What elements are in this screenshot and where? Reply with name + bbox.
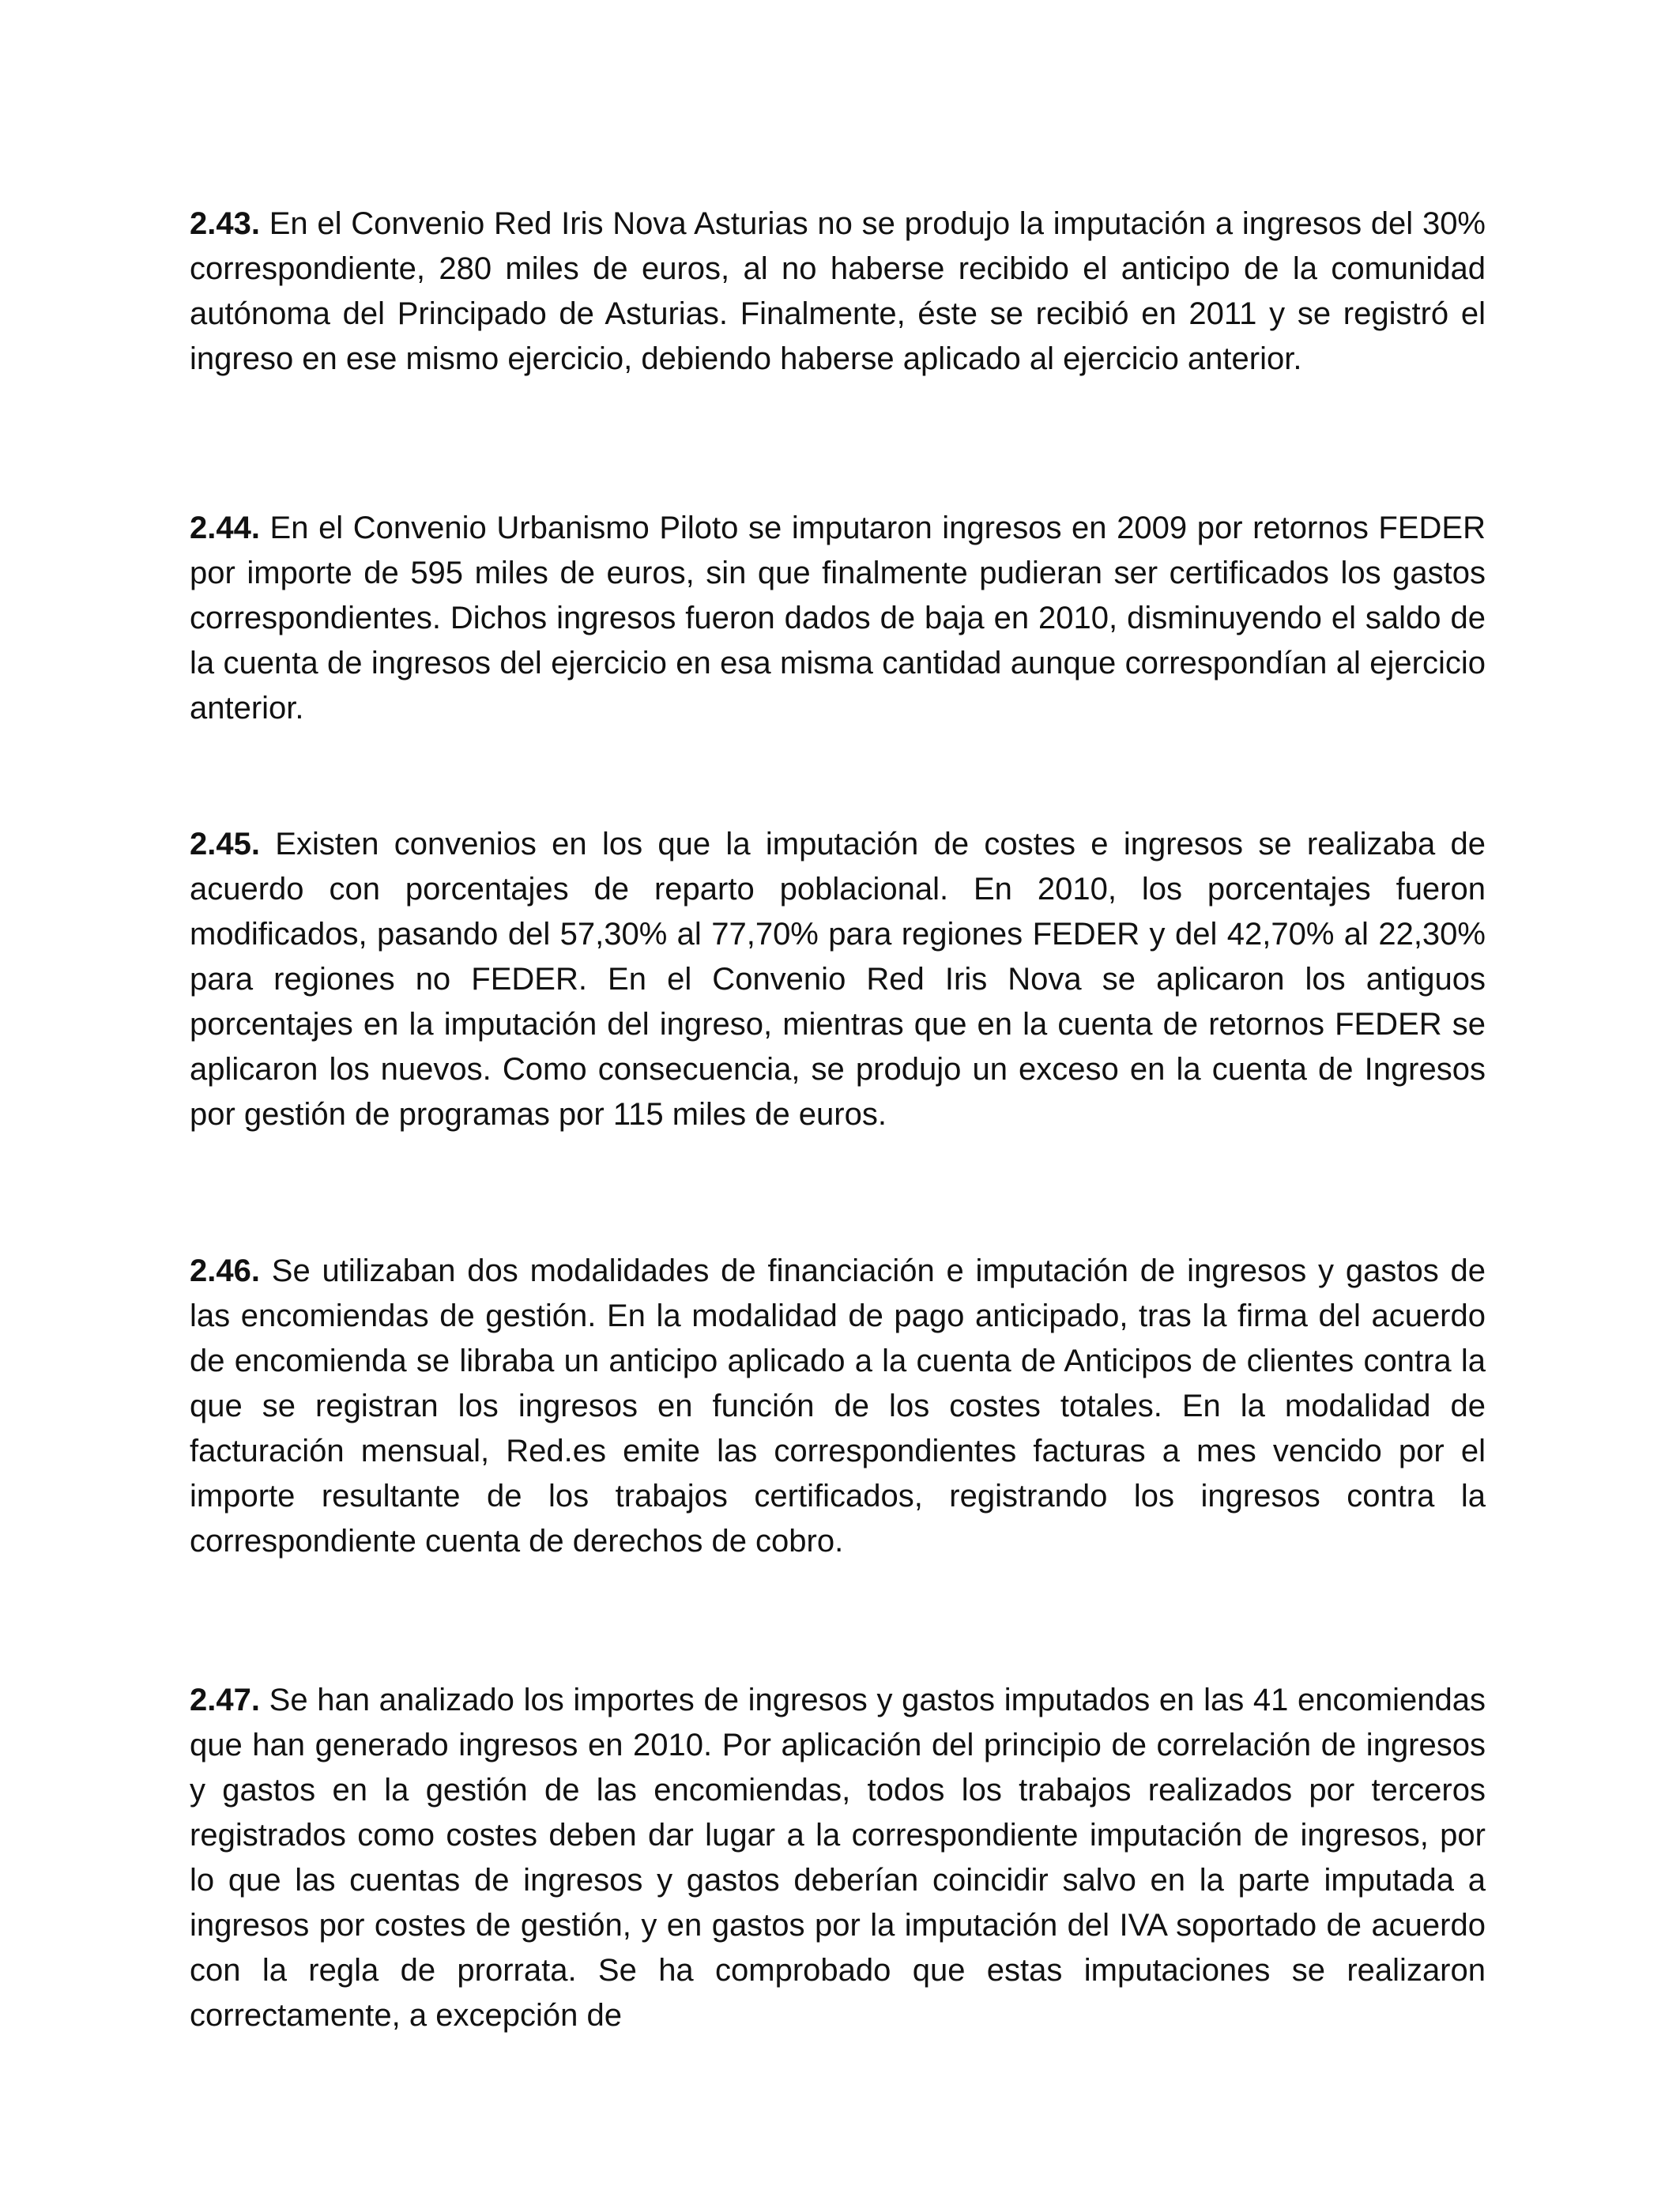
paragraph-text: Se han analizado los importes de ingresos y gastos imputados en las 41 encomiendas que han generado ingresos en 2010. Por aplicación del principio de correlación de ingresos y gastos en la gestión de las encomiendas, todos los trabajos realizados por terceros registrados como costes deben dar lugar a la correspondiente imputación de ingresos, por lo que las cuentas de ingresos y gastos deberían coincidir salvo en la parte imputada a ingresos por costes de gestión, y en gastos por la imputación del IVA soportado de acuerdo con la regla de prorrata. Se ha comprobado que estas imputaciones se realizaron correctamente, a excepción de [190,1683,1486,2033]
paragraph-number: 2.44. [190,511,260,545]
paragraph-text: Existen convenios en los que la imputación de costes e ingresos se realizaba de acuerdo con porcentajes de reparto poblacional. En 2010, los porcentajes fueron modificados, pasando del 57,30% al 77,70% para regiones FEDER y del 42,70% al 22,30% para regiones no FEDER. En el Convenio Red Iris Nova se aplicaron los antiguos porcentajes en la imputación del ingreso, mientras que en la cuenta de retornos FEDER se aplicaron los nuevos. Como consecuencia, se produjo un exceso en la cuenta de Ingresos por gestión de programas por 115 miles de euros. [190,827,1486,1132]
paragraph-2-46 [190,1249,1486,1564]
paragraph-number: 2.43. [190,206,260,241]
paragraph-2-44 [190,506,1486,731]
paragraph-text: En el Convenio Red Iris Nova Asturias no se produjo la imputación a ingresos del 30% correspondiente, 280 miles de euros, al no haberse recibido el anticipo de la comunidad autónoma del Principado de Asturias. Finalmente, éste se recibió en 2011 y se registró el ingreso en ese mismo ejercicio, debiendo haberse aplicado al ejercicio anterior. [190,206,1486,376]
paragraph-2-43 [190,202,1486,382]
paragraph-2-45 [190,822,1486,1137]
paragraph-text: En el Convenio Urbanismo Piloto se imputaron ingresos en 2009 por retornos FEDER por importe de 595 miles de euros, sin que finalmente pudieran ser certificados los gastos correspondientes. Dichos ingresos fueron dados de baja en 2010, disminuyendo el saldo de la cuenta de ingresos del ejercicio en esa misma cantidad aunque correspondían al ejercicio anterior. [190,511,1486,726]
paragraph-text: Se utilizaban dos modalidades de financiación e imputación de ingresos y gastos de las encomiendas de gestión. En la modalidad de pago anticipado, tras la firma del acuerdo de encomienda se libraba un anticipo aplicado a la cuenta de Anticipos de clientes contra la que se registran los ingresos en función de los costes totales. En la modalidad de facturación mensual, Red.es emite las correspondientes facturas a mes vencido por el importe resultante de los trabajos certificados, registrando los ingresos contra la correspondiente cuenta de derechos de cobro. [190,1253,1486,1559]
paragraph-number: 2.47. [190,1683,260,1717]
paragraph-2-47 [190,1678,1486,2038]
paragraph-number: 2.45. [190,827,260,861]
paragraph-number: 2.46. [190,1253,260,1288]
